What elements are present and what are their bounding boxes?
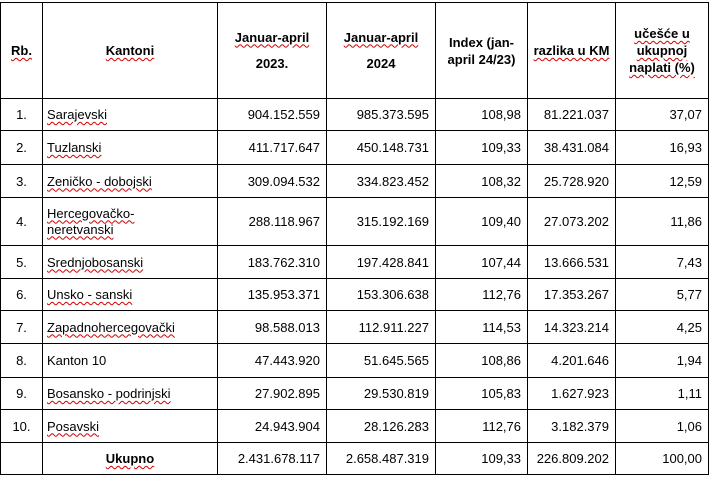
difference-value: 38.431.084 — [528, 131, 616, 165]
header-razlika: razlika u KM — [528, 3, 616, 99]
share-value: 1,94 — [616, 344, 709, 378]
header-2023: Januar-april 2023. — [218, 3, 327, 99]
row-number: 4. — [1, 198, 43, 246]
share-value: 7,43 — [616, 246, 709, 279]
share-value: 11,86 — [616, 198, 709, 246]
value-2023: 135.953.371 — [218, 279, 327, 311]
header-2024: Januar-april 2024 — [327, 3, 436, 99]
row-number: 10. — [1, 410, 43, 443]
index-value: 108,86 — [436, 344, 528, 378]
total-index: 109,33 — [436, 443, 528, 475]
value-2024: 28.126.283 — [327, 410, 436, 443]
total-difference: 226.809.202 — [528, 443, 616, 475]
header-kantoni: Kantoni — [43, 3, 218, 99]
value-2024: 51.645.565 — [327, 344, 436, 378]
share-value: 1,06 — [616, 410, 709, 443]
value-2023: 309.094.532 — [218, 165, 327, 198]
value-2023: 904.152.559 — [218, 99, 327, 131]
index-value: 112,76 — [436, 279, 528, 311]
total-label: Ukupno — [43, 443, 218, 475]
difference-value: 81.221.037 — [528, 99, 616, 131]
table-row — [1, 344, 709, 378]
table-row — [1, 131, 709, 165]
share-value: 16,93 — [616, 131, 709, 165]
table-row — [1, 99, 709, 131]
table-row — [1, 198, 709, 246]
index-value: 105,83 — [436, 378, 528, 410]
difference-value: 27.073.202 — [528, 198, 616, 246]
canton-name: Hercegovačko- neretvanski — [43, 198, 218, 246]
index-value: 108,32 — [436, 165, 528, 198]
revenue-by-canton-table — [0, 2, 709, 475]
header-row — [1, 3, 709, 99]
table-row — [1, 246, 709, 279]
header-rb: Rb. — [1, 3, 43, 99]
canton-name: Bosansko - podrinjski — [43, 378, 218, 410]
value-2024: 985.373.595 — [327, 99, 436, 131]
value-2023: 47.443.920 — [218, 344, 327, 378]
share-value: 5,77 — [616, 279, 709, 311]
table-row — [1, 378, 709, 410]
row-number: 3. — [1, 165, 43, 198]
share-value: 37,07 — [616, 99, 709, 131]
value-2023: 288.118.967 — [218, 198, 327, 246]
index-value: 109,33 — [436, 131, 528, 165]
canton-name: Tuzlanski — [43, 131, 218, 165]
value-2024: 112.911.227 — [327, 311, 436, 344]
header-index: Index (jan- april 24/23) — [436, 3, 528, 99]
canton-name: Sarajevski — [43, 99, 218, 131]
share-value: 1,11 — [616, 378, 709, 410]
difference-value: 1.627.923 — [528, 378, 616, 410]
row-number: 6. — [1, 279, 43, 311]
total-rb-empty — [1, 443, 43, 475]
total-row — [1, 443, 709, 475]
table-row — [1, 165, 709, 198]
canton-name: Zapadnohercegovački — [43, 311, 218, 344]
canton-name: Unsko - sanski — [43, 279, 218, 311]
share-value: 4,25 — [616, 311, 709, 344]
total-2023: 2.431.678.117 — [218, 443, 327, 475]
value-2023: 24.943.904 — [218, 410, 327, 443]
table-row — [1, 410, 709, 443]
index-value: 108,98 — [436, 99, 528, 131]
total-share: 100,00 — [616, 443, 709, 475]
value-2024: 197.428.841 — [327, 246, 436, 279]
index-value: 112,76 — [436, 410, 528, 443]
table-row — [1, 279, 709, 311]
index-value: 107,44 — [436, 246, 528, 279]
row-number: 2. — [1, 131, 43, 165]
difference-value: 3.182.379 — [528, 410, 616, 443]
difference-value: 14.323.214 — [528, 311, 616, 344]
row-number: 1. — [1, 99, 43, 131]
table-row — [1, 311, 709, 344]
canton-name: Posavski — [43, 410, 218, 443]
share-value: 12,59 — [616, 165, 709, 198]
row-number: 5. — [1, 246, 43, 279]
value-2023: 27.902.895 — [218, 378, 327, 410]
row-number: 8. — [1, 344, 43, 378]
value-2024: 29.530.819 — [327, 378, 436, 410]
difference-value: 13.666.531 — [528, 246, 616, 279]
index-value: 109,40 — [436, 198, 528, 246]
value-2024: 315.192.169 — [327, 198, 436, 246]
value-2024: 334.823.452 — [327, 165, 436, 198]
difference-value: 17.353.267 — [528, 279, 616, 311]
value-2023: 98.588.013 — [218, 311, 327, 344]
canton-name: Zeničko - dobojski — [43, 165, 218, 198]
value-2023: 183.762.310 — [218, 246, 327, 279]
index-value: 114,53 — [436, 311, 528, 344]
canton-name: Kanton 10 — [43, 344, 218, 378]
total-2024: 2.658.487.319 — [327, 443, 436, 475]
difference-value: 4.201.646 — [528, 344, 616, 378]
row-number: 7. — [1, 311, 43, 344]
canton-name: Srednjobosanski — [43, 246, 218, 279]
value-2024: 153.306.638 — [327, 279, 436, 311]
row-number: 9. — [1, 378, 43, 410]
value-2023: 411.717.647 — [218, 131, 327, 165]
difference-value: 25.728.920 — [528, 165, 616, 198]
header-ucesce: učešće u ukupnoj naplati (%) — [616, 3, 709, 99]
value-2024: 450.148.731 — [327, 131, 436, 165]
